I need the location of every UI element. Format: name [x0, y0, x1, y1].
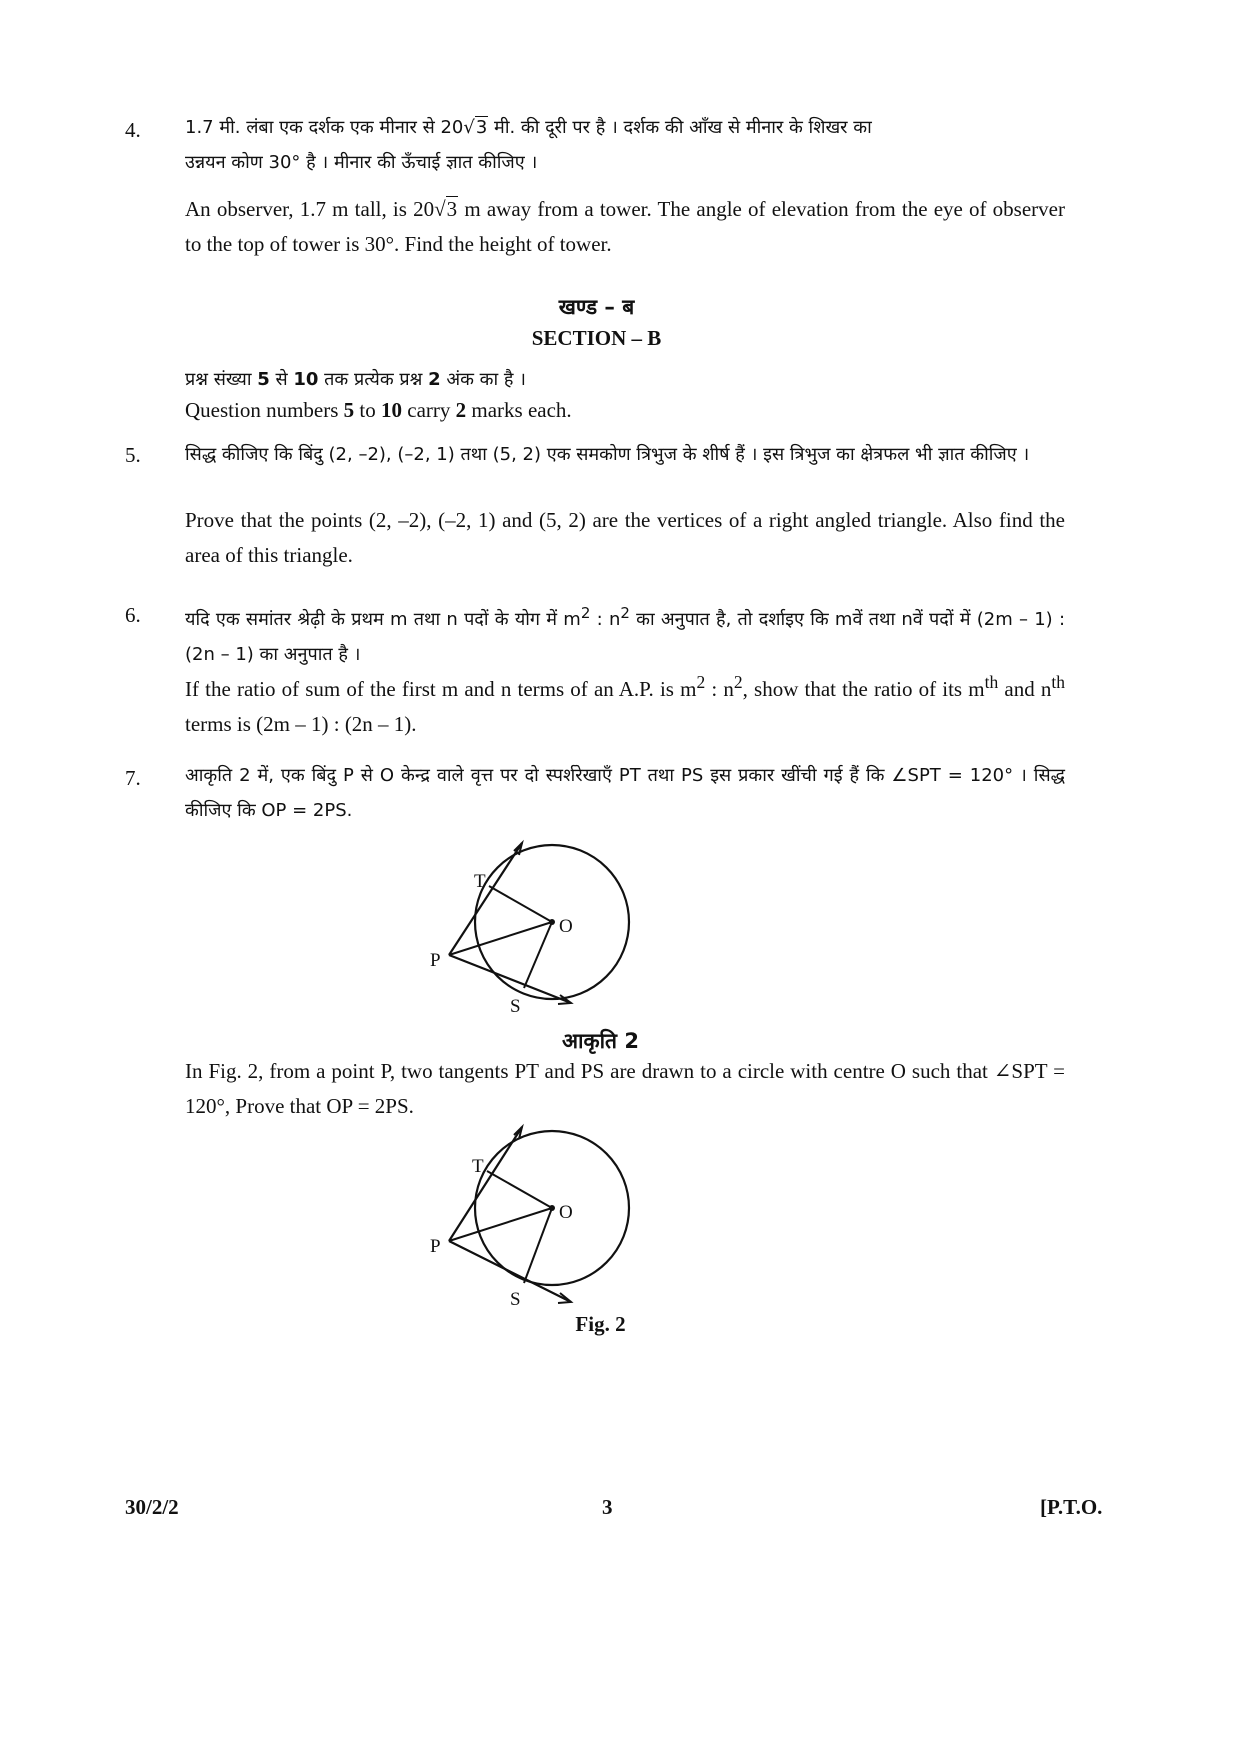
pto-marker: [P.T.O. [1040, 1495, 1103, 1519]
radicand: 3 [475, 117, 488, 138]
question-5-number: 5. [125, 443, 141, 467]
radius-os [524, 1208, 552, 1283]
question-6-number: 6. [125, 603, 141, 627]
centre-point [549, 1205, 555, 1211]
instr-text: से [269, 369, 294, 390]
q6-english-text: , show that the ratio of its m [742, 677, 985, 701]
instr-text: Question numbers [185, 398, 344, 422]
section-hindi-instructions [185, 362, 1065, 397]
q6-english-text: terms is (2m – 1) : (2n – 1). [185, 712, 417, 736]
section-hindi-title: खण्ड – ब [558, 295, 635, 319]
instr-num: 2 [455, 398, 467, 422]
question-4-english [185, 192, 1065, 262]
instr-text: marks each. [466, 398, 572, 422]
instr-text: प्रश्न संख्या [185, 369, 258, 390]
q6-hindi-text: : n [590, 609, 621, 630]
superscript: 2 [620, 604, 630, 622]
question-5-hindi: सिद्ध कीजिए कि बिंदु (2, –2), (–2, 1) तथा (5, 2) एक समकोण त्रिभुज के शीर्ष हैं । इस त्रिभुज का क्षेत्रफल भी ज्ञात कीजिए । [185, 444, 1030, 465]
instr-text: अंक का है । [440, 369, 526, 390]
line-po [449, 1208, 552, 1241]
label-s: S [510, 1289, 521, 1310]
instr-text: carry [402, 398, 456, 422]
radicand: 3 [446, 197, 458, 221]
superscript: th [1051, 672, 1065, 692]
q4-hindi-text-b: मी. की दूरी पर है । दर्शक की आँख से मीनार के शिखर का [488, 117, 872, 138]
superscript: 2 [733, 672, 743, 692]
label-o: O [559, 916, 573, 937]
question-4-hindi [185, 110, 1065, 180]
label-p: P [430, 950, 441, 971]
superscript: 2 [696, 672, 706, 692]
sqrt-3: √3 [434, 197, 458, 221]
radius-os [524, 922, 552, 988]
q6-english-text: : n [705, 677, 734, 701]
label-o: O [559, 1202, 573, 1223]
instr-num: 2 [428, 369, 441, 390]
label-t: T [474, 871, 486, 892]
radius-ot [489, 886, 552, 922]
radius-ot [487, 1171, 552, 1208]
paper-code: 30/2/2 [125, 1495, 179, 1519]
instr-num: 10 [293, 369, 319, 390]
question-6-hindi [185, 596, 1065, 672]
figure-caption-hindi: आकृति 2 [562, 1029, 639, 1053]
question-7-english: In Fig. 2, from a point P, two tangents PT and PS are drawn to a circle with centre O such that ∠SPT = 120°, Prove that OP = 2PS. [185, 1059, 1065, 1118]
q6-english-text: and n [998, 677, 1052, 701]
question-6-english [185, 665, 1065, 742]
instr-num: 10 [381, 398, 402, 422]
label-p: P [430, 1236, 441, 1257]
label-s: S [510, 996, 521, 1017]
line-po [449, 922, 552, 955]
section-english-title: SECTION – B [531, 326, 662, 350]
tangent-figure-hindi [430, 835, 660, 1035]
q4-english-text-a: An observer, 1.7 m tall, is 20 [185, 197, 435, 221]
tangent-figure-english [430, 1118, 660, 1318]
instr-num: 5 [343, 398, 355, 422]
instr-num: 5 [257, 369, 270, 390]
q4-hindi-line2: उन्नयन कोण 30° है । मीनार की ऊँचाई ज्ञात कीजिए । [185, 152, 538, 173]
superscript: 2 [580, 604, 591, 622]
sqrt-3: √3 [463, 117, 488, 138]
q6-hindi-text: यदि एक समांतर श्रेढ़ी के प्रथम m तथा n पदों के योग में m [185, 609, 581, 630]
centre-point [549, 919, 555, 925]
q4-hindi-text-a: 1.7 मी. लंबा एक दर्शक एक मीनार से 20 [185, 117, 464, 138]
section-english-instructions [185, 393, 1065, 428]
question-4-number: 4. [125, 118, 141, 142]
question-7-hindi: आकृति 2 में, एक बिंदु P से O केन्द्र वाले वृत्त पर दो स्पर्शरेखाएँ PT तथा PS इस प्रकार खींची गई हैं कि ∠SPT = 120° । सिद्ध कीजिए कि OP = 2PS. [185, 765, 1065, 821]
instr-text: to [354, 398, 381, 422]
page-number: 3 [602, 1495, 613, 1519]
label-t: T [472, 1156, 484, 1177]
instr-text: तक प्रत्येक प्रश्न [318, 369, 429, 390]
q4-english-text-b: m away from a tower. The angle of elevation from the eye of observer to the top of tower is 30°. Find the height of tower. [185, 197, 1065, 256]
q6-hindi-text: का अनुपात है, तो दर्शाइए कि mवें तथा nवें पदों में (2m – 1) : (2n – 1) का अनुपात है । [185, 609, 1066, 665]
figure-caption-english: Fig. 2 [575, 1312, 626, 1336]
question-5-english: Prove that the points (2, –2), (–2, 1) and (5, 2) are the vertices of a right angled triangle. Also find the area of this triangle. [185, 508, 1065, 567]
question-7-number: 7. [125, 766, 141, 790]
superscript: th [984, 672, 999, 692]
q6-english-text: If the ratio of sum of the first m and n terms of an A.P. is m [185, 677, 697, 701]
